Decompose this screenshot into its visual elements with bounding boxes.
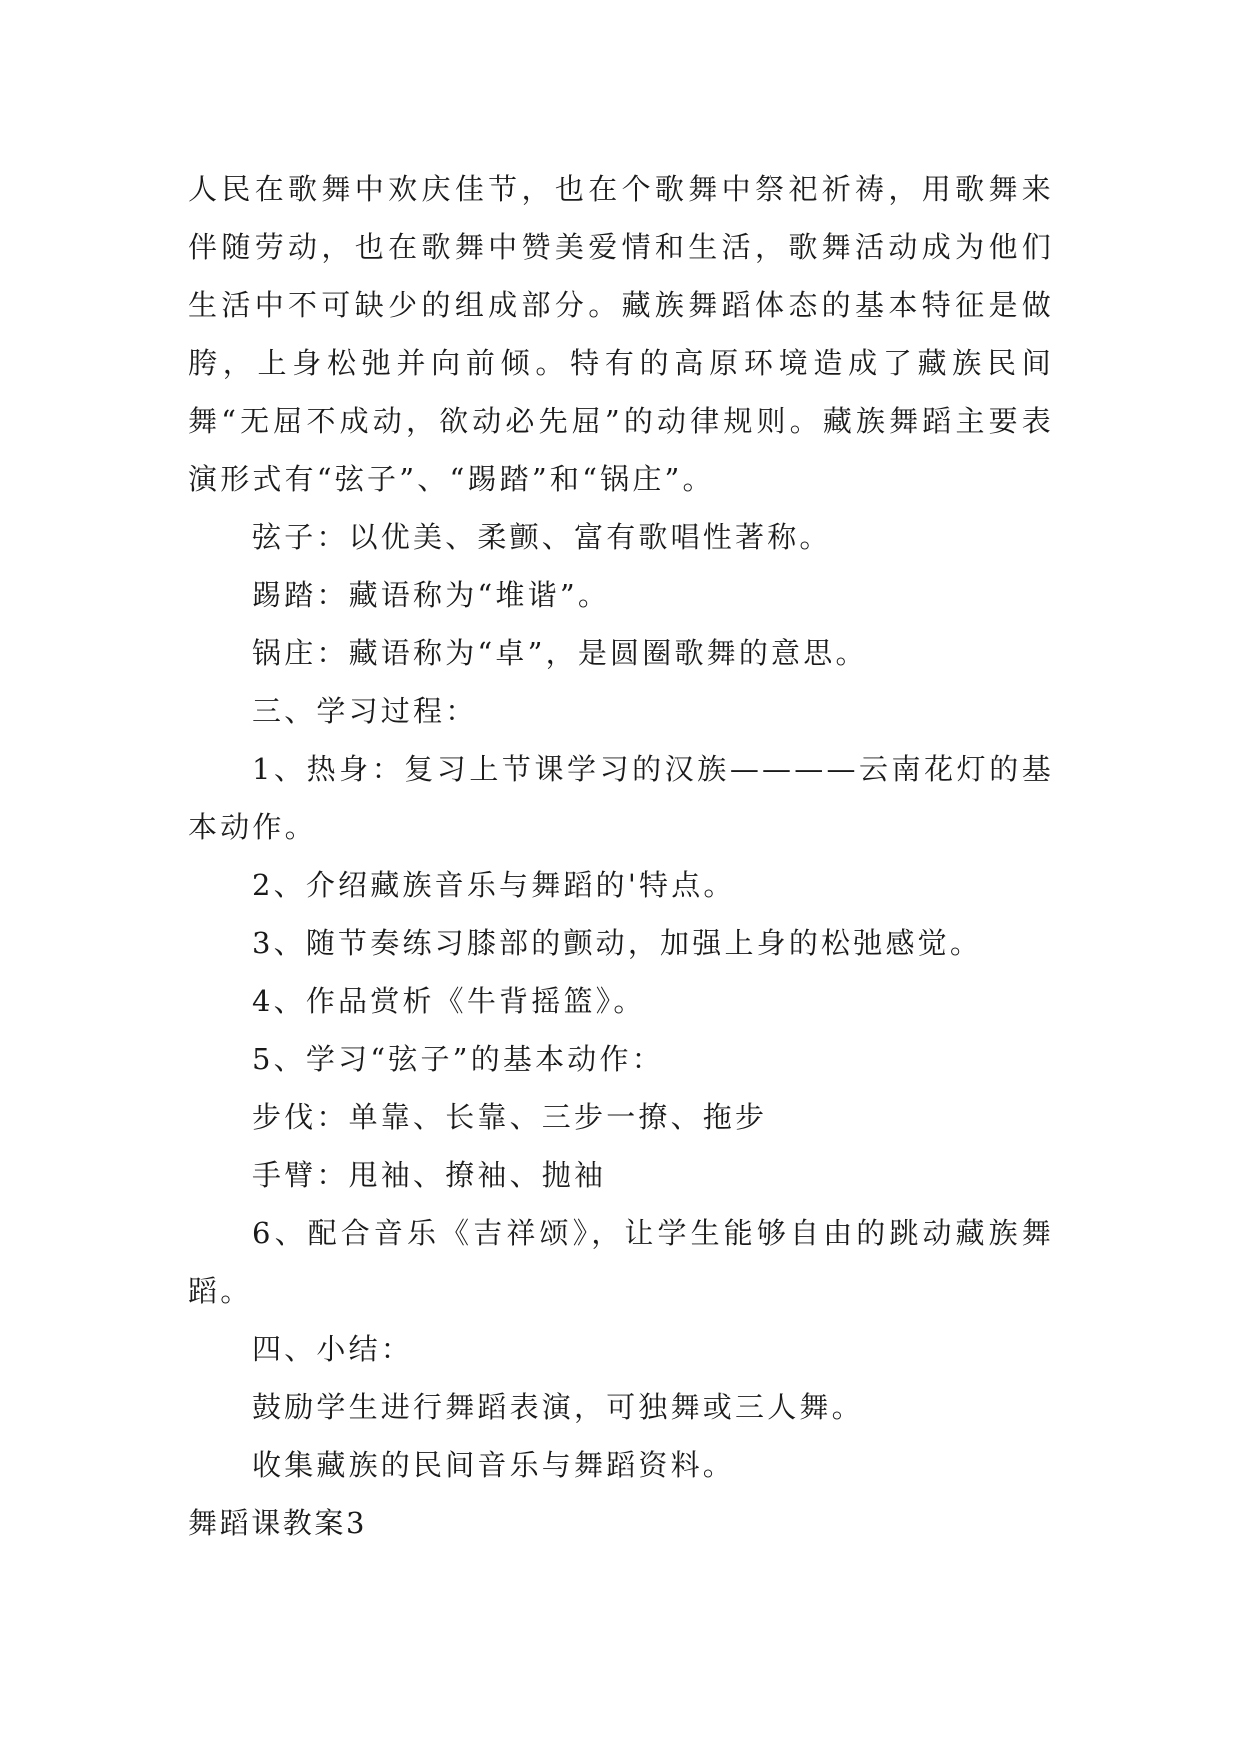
step-1: 1、热身：复习上节课学习的汉族————云南花灯的基本动作。	[188, 752, 1054, 844]
step-6: 6、配合音乐《吉祥颂》，让学生能够自由的跳动藏族舞蹈。	[188, 1216, 1054, 1308]
step-4: 4、作品赏析《牛背摇篮》。	[252, 984, 646, 1018]
step-2: 2、介绍藏族音乐与舞蹈的'特点。	[252, 868, 736, 902]
step-5-footwork: 步伐：单靠、长靠、三步一撩、拖步	[252, 1100, 768, 1134]
summary-item-1: 鼓励学生进行舞蹈表演，可独舞或三人舞。	[252, 1390, 864, 1424]
paragraph-tita: 踢踏：藏语称为“堆谐”。	[252, 578, 611, 612]
paragraph-xianzi: 弦子：以优美、柔颤、富有歌唱性著称。	[252, 520, 832, 554]
section-heading-learning-process: 三、学习过程：	[252, 694, 478, 728]
paragraph-intro: 人民在歌舞中欢庆佳节，也在个歌舞中祭祀祈祷，用歌舞来伴随劳动，也在歌舞中赞美爱情和生活，歌舞活动成为他们生活中不可缺少的组成部分。藏族舞蹈体态的基本特征是做胯，上身松弛并向前倾。特有的高原环境造成了藏族民间舞“无屈不成动，欲动必先屈”的动律规则。藏族舞蹈主要表演形式有“弦子”、“踢踏”和“锅庄”。	[188, 172, 1054, 496]
step-5-arms: 手臂：甩袖、撩袖、抛袖	[252, 1158, 607, 1192]
section-title: 舞蹈课教案3	[188, 1506, 368, 1540]
section-heading-summary: 四、小结：	[252, 1332, 414, 1366]
step-5: 5、学习“弦子”的基本动作：	[252, 1042, 664, 1076]
summary-item-2: 收集藏族的民间音乐与舞蹈资料。	[252, 1448, 736, 1482]
paragraph-guozhuang: 锅庄：藏语称为“卓”，是圆圈歌舞的意思。	[252, 636, 868, 670]
step-3: 3、随节奏练习膝部的颤动，加强上身的松弛感觉。	[252, 926, 983, 960]
document-body	[188, 160, 1054, 1552]
